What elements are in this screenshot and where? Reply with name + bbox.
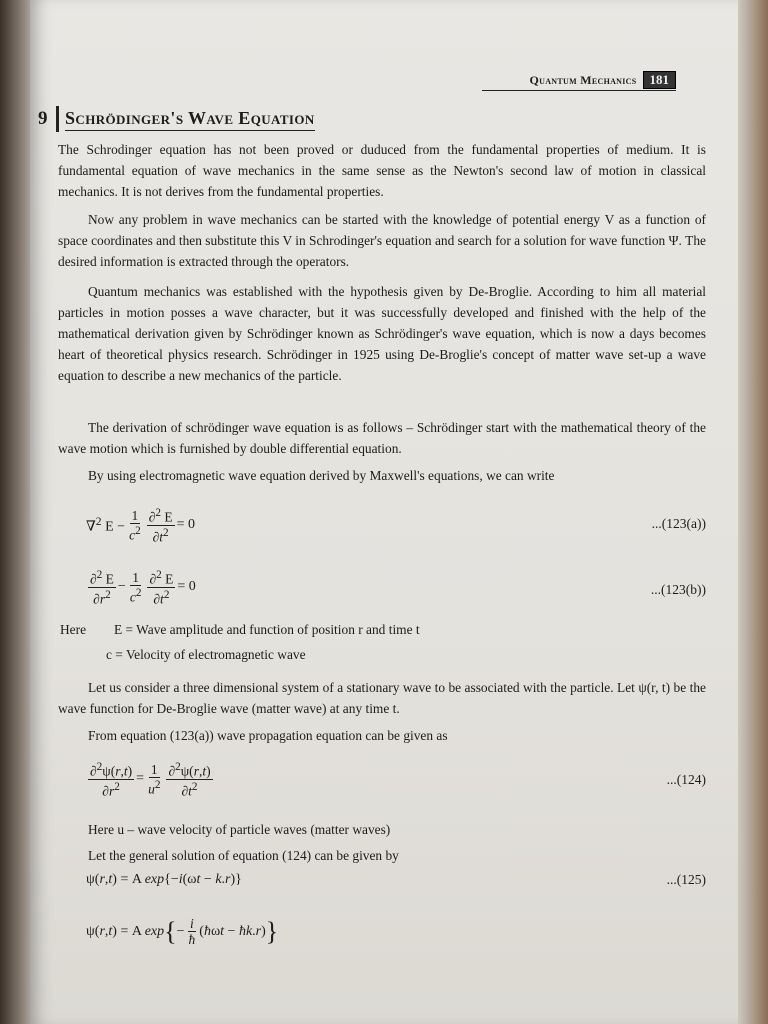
equation-125-number: ...(125)	[666, 872, 706, 887]
running-head	[482, 70, 676, 91]
equation-123b	[86, 568, 706, 608]
equation-123a-expression: ∇$^2$ E − $\frac{1}{c^2}$ $\frac{\partial^2 E}{\partial t^2}$ = 0	[86, 507, 196, 544]
definition-E: E = Wave amplitude and function of position r and time t	[114, 622, 420, 637]
section-divider	[56, 106, 59, 132]
paragraph-5: By using electromagnetic wave equation derived by Maxwell's equations, we can write	[88, 468, 555, 484]
paragraph-8: Here u – wave velocity of particle waves (matter waves)	[88, 822, 391, 838]
equation-124	[86, 760, 706, 800]
definition-here-label: Here	[60, 622, 87, 637]
section-title: Schrödinger's Wave Equation	[65, 108, 315, 131]
paragraph-7: From equation (123(a)) wave propagation equation can be given as	[88, 728, 448, 744]
equation-125-alt-expression: ψ(r,t) = A exp { − $\frac{i}{ħ}$ (ħωt − ħk.r) }	[86, 916, 279, 947]
page-number: 181	[643, 71, 677, 89]
equation-123a-number: ...(123(a))	[651, 516, 706, 531]
page-stack-edge	[734, 0, 768, 1024]
running-title: Quantum Mechanics	[529, 72, 637, 87]
equation-125-expression: ψ(r,t) = A exp{−i(ωt − k.r)}	[86, 872, 242, 887]
paragraph-3: Quantum mechanics was established with the hypothesis given by De-Broglie. According to him all material particles in motion posses a wave character, but it was successfully developed and finished with the help of the mathematical derivation given by Schrödinger known as Schrödinger's wave equation, which is now a days becomes heart of theoretical physics research. Schrödinger in 1925 using De-Broglie's concept of matter wave set-up a wave equation to describe a new mechanics of the particle.	[58, 284, 706, 384]
equation-123a	[86, 506, 706, 546]
definition-c: c = Velocity of electromagnetic wave	[106, 647, 306, 662]
section-heading	[38, 104, 378, 134]
equation-125-alt	[86, 916, 706, 956]
paragraph-9: Let the general solution of equation (124) can be given by	[88, 848, 399, 864]
paragraph-4: The derivation of schrödinger wave equation is as follows – Schrödinger start with the mathematical theory of the wave motion which is furnished by double differential equation.	[58, 420, 706, 457]
paragraph-2: Now any problem in wave mechanics can be started with the knowledge of potential energy V as a function of space coordinates and then substitute this V in Schrodinger's equation and search for a solution for wave function Ψ. The desired information is extracted through the operators.	[58, 212, 706, 270]
paragraph-6: Let us consider a three dimensional system of a stationary wave to be associated with the particle. Let ψ(r, t) be the wave function for De-Broglie wave (matter wave) at any time t.	[58, 680, 706, 717]
equation-124-number: ...(124)	[666, 772, 706, 787]
equation-124-expression: $\frac{\partial^2\psi(r,t)}{\partial r^2}$ = $\frac{1}{u^2}$ $\frac{\partial^2\psi(r,t)}{\partial t^2}$	[90, 761, 211, 798]
equation-125	[86, 872, 706, 912]
equation-123b-expression: $\frac{\partial^2 E}{\partial r^2}$ − $\frac{1}{c^2}$ $\frac{\partial^2 E}{\partial t^2}$ = 0	[90, 569, 196, 606]
paragraph-1: The Schrodinger equation has not been proved or duduced from the fundamental properties of medium. It is fundamental equation of wave mechanics in the same sense as the Newton's second law of motion in classical mechanics. It is not derives from the fundamental properties.	[58, 142, 706, 200]
equation-123b-number: ...(123(b))	[650, 582, 706, 597]
section-number: 9	[38, 108, 48, 129]
book-page	[30, 0, 738, 1024]
